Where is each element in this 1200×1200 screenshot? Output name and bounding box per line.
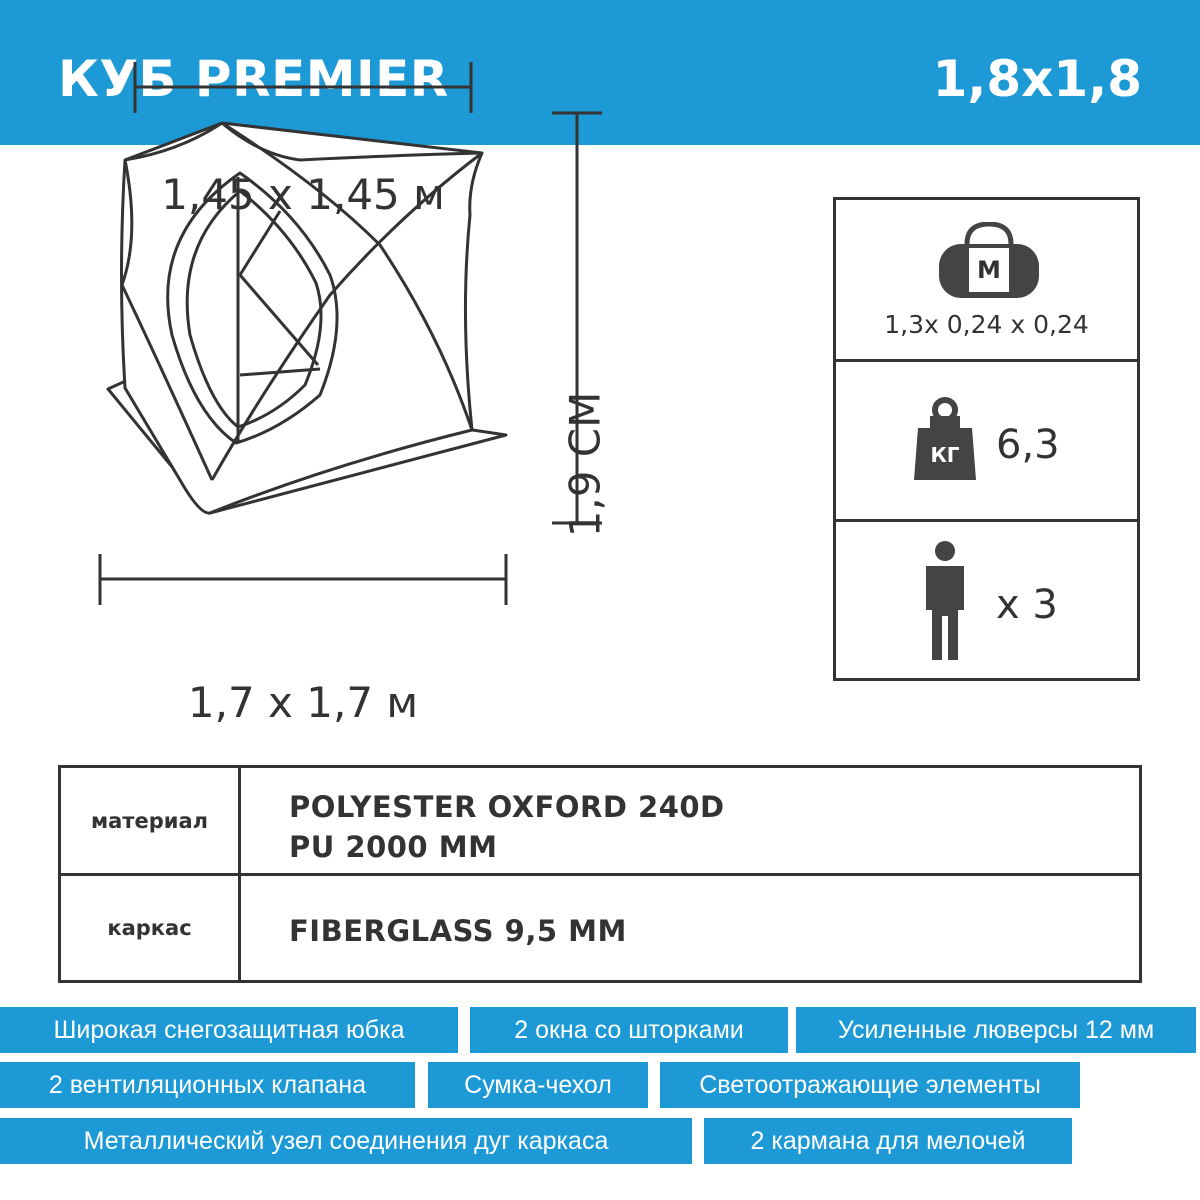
material-value-line1: POLYESTER OXFORD 240D xyxy=(289,790,725,824)
weight-unit: КГ xyxy=(930,443,960,467)
materials-table xyxy=(58,765,1142,983)
frame-value: FIBERGLASS 9,5 MM xyxy=(289,914,627,948)
weight-cell xyxy=(836,362,1137,522)
material-value-line2: PU 2000 MM xyxy=(289,830,498,864)
feature-tag: Светоотражающие элементы xyxy=(660,1062,1080,1108)
bag-cell xyxy=(836,200,1137,362)
feature-tag: Усиленные люверсы 12 мм xyxy=(796,1007,1196,1053)
bag-dimensions: 1,3x 0,24 x 0,24 xyxy=(884,310,1089,339)
bag-size-letter: М xyxy=(977,256,1001,284)
height-dimension-label: 1,9 СМ xyxy=(560,391,610,538)
weight-value: 6,3 xyxy=(996,422,1060,468)
feature-tag: Широкая снегозащитная юбка xyxy=(0,1007,458,1053)
tent-drawing xyxy=(0,0,640,620)
feature-tag: 2 кармана для мелочей xyxy=(704,1118,1072,1164)
bottom-dimension-label: 1,7 x 1,7 м xyxy=(187,678,419,727)
frame-label: каркас xyxy=(61,876,241,980)
bag-icon xyxy=(934,222,1044,302)
material-label: материал xyxy=(61,768,241,873)
feature-tag: Металлический узел соединения дуг каркаса xyxy=(0,1118,692,1164)
weight-icon xyxy=(910,396,980,486)
table-row xyxy=(61,768,1139,876)
person-icon xyxy=(920,540,970,660)
spec-box xyxy=(833,197,1140,681)
people-capacity: x 3 xyxy=(996,582,1058,628)
feature-tag: 2 вентиляционных клапана xyxy=(0,1062,415,1108)
table-row xyxy=(61,876,1139,980)
feature-tag: 2 окна со шторками xyxy=(470,1007,788,1053)
top-dimension-label: 1,45 x 1,45 м xyxy=(161,170,445,219)
people-cell xyxy=(836,522,1137,678)
product-size: 1,8x1,8 xyxy=(932,50,1142,108)
feature-tag: Сумка-чехол xyxy=(428,1062,648,1108)
product-title: КУБ PREMIER xyxy=(58,50,449,108)
